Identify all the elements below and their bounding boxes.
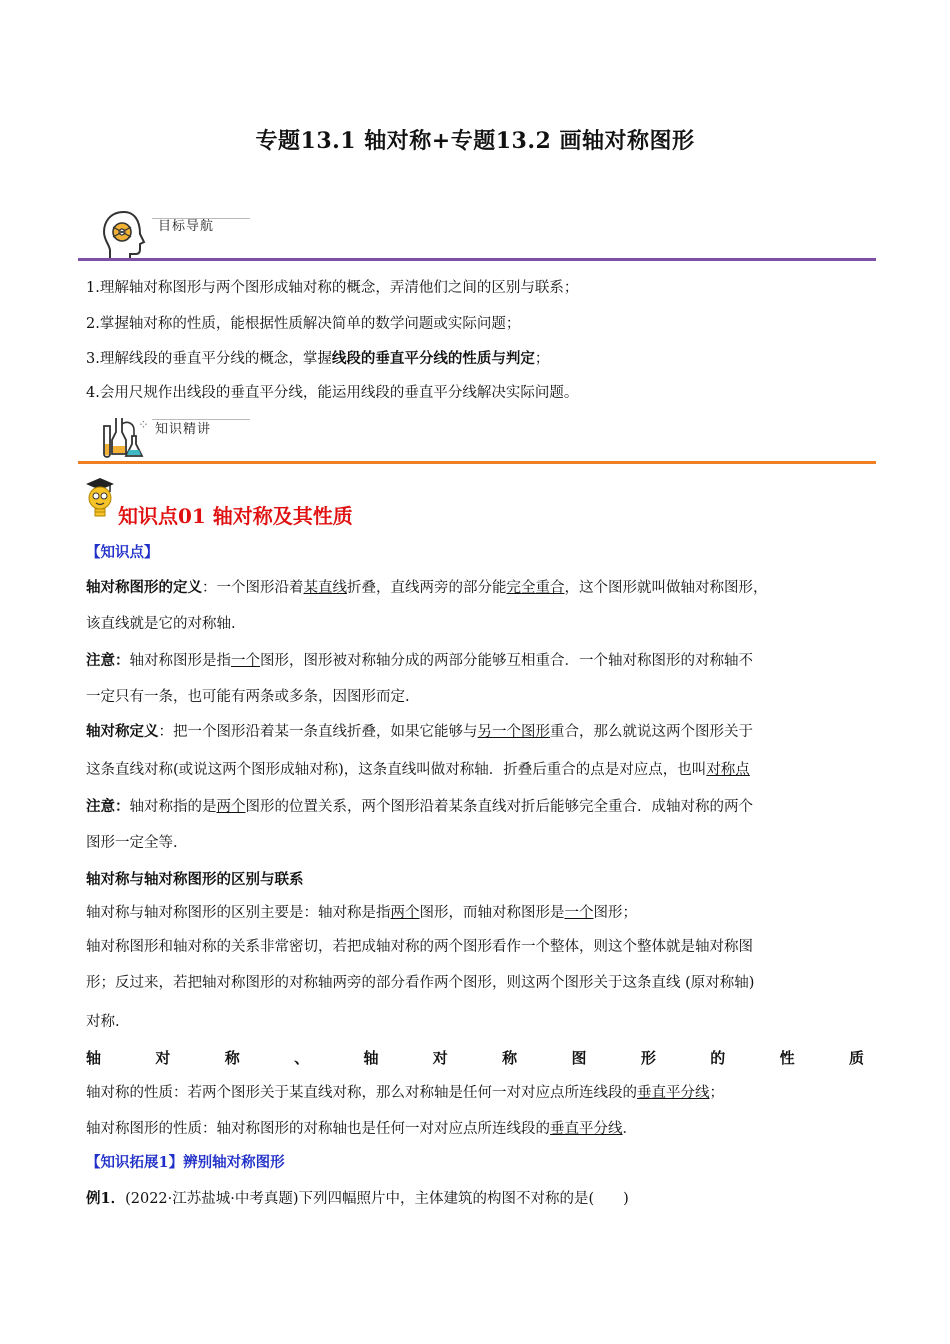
- nav-icon-wrap: [100, 208, 148, 262]
- kp1-def2-line2: 这条直线对称(或说这两个图形成轴对称)，这条直线叫做对称轴．折叠后重合的点是对应点，也叫对称点: [86, 762, 750, 778]
- kp1-prop-title: 轴 对 称 、 轴 对 称 图 形 的 性 质: [86, 1049, 864, 1067]
- kp1-diff-title: 轴对称与轴对称图形的区别与联系: [86, 871, 304, 888]
- kp1-example1: 例1．(2022·江苏盐城·中考真题)下列四幅照片中，主体建筑的构图不对称的是( ): [86, 1190, 629, 1207]
- knowledge-short-line: [152, 419, 250, 420]
- kp1-def2-line1: 轴对称定义：把一个图形沿着某一条直线折叠，如果它能够与另一个图形重合，那么就说这两个图形关于: [86, 723, 753, 740]
- kp1-prop1: 轴对称的性质：若两个图形关于某直线对称，那么对称轴是任何一对对应点所连线段的垂直平分线；: [86, 1085, 724, 1101]
- knowledge-deco: ⁘: [138, 418, 150, 433]
- page-title: 专题13.1 轴对称+专题13.2 画轴对称图形: [255, 128, 695, 154]
- kp1-note1-line1: 注意：轴对称图形是指一个图形，图形被对称轴分成的两部分能够互相重合．一个轴对称图形的对称轴不: [86, 652, 753, 669]
- kp1-diff2-line2: 形；反过来，若把轴对称图形的对称轴两旁的部分看作两个图形，则这两个图形关于这条直线 (原对称轴): [86, 975, 755, 991]
- kp1-diff1: 轴对称与轴对称图形的区别主要是：轴对称是指两个图形，而轴对称图形是一个图形；: [86, 905, 637, 921]
- goal-4: 4.会用尺规作出线段的垂直平分线，能运用线段的垂直平分线解决实际问题。: [86, 385, 579, 401]
- kp-icon-wrap: [82, 474, 118, 520]
- kp1-note2-line1: 注意：轴对称指的是两个图形的位置关系，两个图形沿着某条直线对折后能够完全重合．成轴对称的两个: [86, 798, 753, 815]
- kp1-ext1-tag: 【知识拓展1】辨别轴对称图形: [86, 1154, 285, 1171]
- goal-3: 3.理解线段的垂直平分线的概念，掌握线段的垂直平分线的性质与判定；: [86, 350, 550, 367]
- kp1-note1-line2: 一定只有一条，也可能有两条或多条，因图形而定.: [86, 689, 410, 705]
- head-gear-icon: [100, 208, 148, 262]
- kp1-def1-line1: 轴对称图形的定义：一个图形沿着某直线折叠，直线两旁的部分能完全重合，这个图形就叫做轴对称图形，: [86, 579, 768, 596]
- kp1-diff2-line3: 对称.: [86, 1014, 120, 1030]
- nav-rule: [78, 258, 876, 261]
- knowledge-rule: [78, 461, 876, 464]
- kp1-prop2: 轴对称图形的性质：轴对称图形的对称轴也是任何一对对应点所连线段的垂直平分线．: [86, 1121, 637, 1137]
- knowledge-label: 知识精讲: [155, 422, 212, 437]
- nav-label: 目标导航: [158, 219, 215, 234]
- goal-2: 2.掌握轴对称的性质，能根据性质解决简单的数学问题或实际问题；: [86, 316, 521, 332]
- goal-1: 1.理解轴对称图形与两个图形成轴对称的概念，弄清他们之间的区别与联系；: [86, 280, 579, 296]
- kp1-tag: 【知识点】: [86, 544, 159, 561]
- nav-short-line: [152, 218, 250, 219]
- kp1-diff2-line1: 轴对称图形和轴对称的关系非常密切，若把成轴对称的两个图形看作一个整体，则这个整体就是轴对称图: [86, 939, 753, 955]
- kp1-title: 知识点01 轴对称及其性质: [118, 504, 353, 528]
- kp1-note2-line2: 图形一定全等.: [86, 835, 178, 851]
- graduate-bulb-icon: [82, 474, 118, 520]
- kp1-def1-line2: 该直线就是它的对称轴.: [86, 616, 236, 632]
